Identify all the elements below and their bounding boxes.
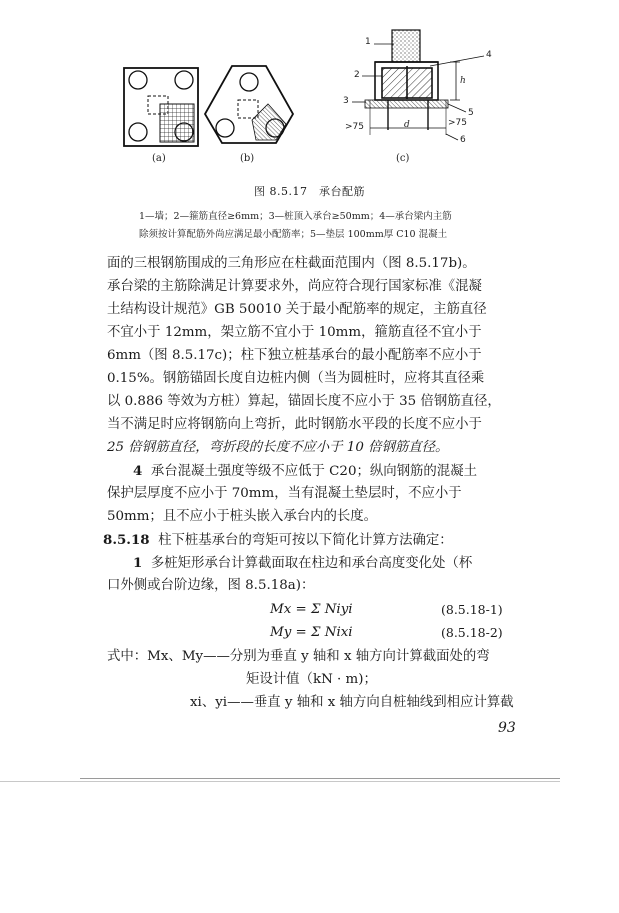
section-8-5-18-heading (103, 531, 521, 550)
item-4-text: 承台混凝土强度等级不应低于 C20；纵向钢筋的混凝土 (150, 464, 477, 479)
diagram-a (124, 68, 198, 146)
body-line: 保护层厚度不应小于 70mm，当有混凝土垫层时，不应小于 (107, 486, 462, 501)
figure-legend-line-1: 1—墙；2—箍筋直径≥6mm；3—桩顶入承台≥50mm；4—承台梁内主筋 (139, 211, 452, 222)
body-line: 6mm（图 8.5.17c)；柱下独立桩基承台的最小配筋率不应小于 (107, 348, 482, 363)
figure-legend-line-2: 除须按计算配筋外尚应满足最小配筋率；5—垫层 100mm厚 C10 混凝土 (139, 229, 448, 240)
item-1-text: 多桩矩形承台计算截面取在柱边和承台高度变化处（杯 (150, 556, 473, 571)
callout-5: 5 (468, 108, 474, 118)
figure-caption: 图 8.5.17 承台配筋 (254, 185, 365, 198)
item-1-number: 1 (133, 555, 143, 571)
equation-8-5-18-2: My = Σ Nixi (270, 625, 353, 640)
dim-d: d (404, 120, 410, 130)
section-number: 8.5.18 (103, 532, 150, 548)
body-line: 25 倍钢筋直径，弯折段的长度不应小于 10 倍钢筋直径。 (107, 440, 449, 455)
dim-gt75-left: >75 (345, 122, 364, 132)
equation-number-1: (8.5.18-1) (441, 602, 503, 617)
sublabel-a: (a) (152, 153, 166, 164)
scan-artifact-line (80, 778, 560, 779)
body-line: 土结构设计规范》GB 50010 关于最小配筋率的规定，主筋直径 (107, 302, 487, 317)
callout-6: 6 (460, 135, 466, 145)
equation-number-2: (8.5.18-2) (441, 625, 503, 640)
callout-2: 2 (354, 70, 360, 80)
body-line: 0.15%。钢筋锚固长度自边桩内侧（当为圆桩时，应将其直径乘 (107, 371, 485, 386)
diagram-b (205, 66, 293, 143)
body-line: 当不满足时应将钢筋向上弯折，此时钢筋水平段的长度不应小于 (107, 417, 482, 432)
sublabel-c: (c) (396, 153, 410, 164)
item-4-number: 4 (133, 463, 143, 479)
body-line: 不宜小于 12mm，架立筋不宜小于 10mm，箍筋直径不宜小于 (107, 325, 482, 340)
where-line-3: xi、yi——垂直 y 轴和 x 轴方向自桩轴线到相应计算截 (190, 695, 514, 710)
dim-h: h (460, 76, 466, 86)
callout-1: 1 (365, 37, 371, 47)
sublabel-b: (b) (240, 153, 255, 164)
section-text: 柱下桩基承台的弯矩可按以下简化计算方法确定： (158, 533, 453, 548)
figure-drawing (0, 0, 619, 175)
callout-4: 4 (486, 50, 492, 60)
body-line: 面的三根钢筋围成的三角形应在柱截面范围内（图 8.5.17b)。 (107, 256, 476, 271)
figure-8-5-17 (0, 0, 619, 175)
body-line: 以 0.886 等效为方桩）算起，锚固长度不应小于 35 倍钢筋直径， (107, 394, 501, 409)
where-line-2: 矩设计值（kN · m)； (246, 672, 377, 687)
body-line: 口外侧或台阶边缘，图 8.5.18a)： (107, 578, 315, 593)
callout-3: 3 (343, 96, 349, 106)
equation-8-5-18-1: Mx = Σ Niyi (270, 602, 353, 617)
scan-artifact-line (0, 781, 560, 782)
dim-gt75-right: >75 (448, 118, 467, 128)
page-number: 93 (498, 720, 516, 736)
item-4-line-1 (133, 462, 551, 481)
item-1-line-1 (133, 554, 551, 573)
body-line: 50mm；且不应小于桩头嵌入承台内的长度。 (107, 509, 378, 524)
body-line: 承台梁的主筋除满足计算要求外，尚应符合现行国家标准《混凝 (107, 279, 482, 294)
where-line-1: 式中：Mx、My——分别为垂直 y 轴和 x 轴方向计算截面处的弯 (107, 649, 490, 664)
